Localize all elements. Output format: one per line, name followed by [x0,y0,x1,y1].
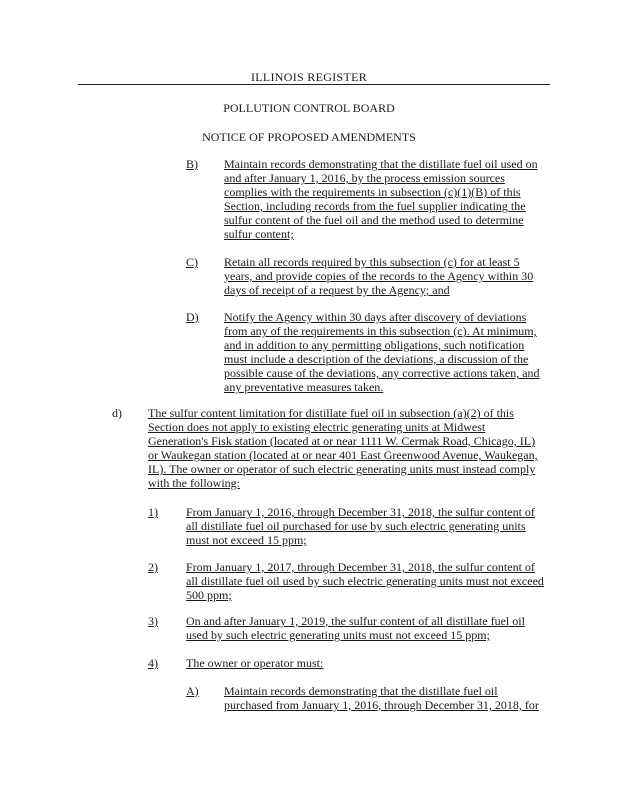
item-c-line: Retain all records required by this subsection (c) for at least 5 [224,255,520,269]
item-d-line: must include a description of the deviations, a discussion of the [224,352,529,366]
notice-title: NOTICE OF PROPOSED AMENDMENTS [202,130,416,144]
item-d-line: from any of the requirements in this subsection (c). At minimum, [224,324,537,338]
item-b-line: sulfur content of the fuel oil and the method used to determine [224,213,524,227]
item-b-line: and after January 1, 2016, by the process emission sources [224,171,505,185]
item-d2-line: From January 1, 2017, through December 31, 2018, the sulfur content of [186,560,535,574]
item-d-line: Notify the Agency within 30 days after discovery of deviations [224,310,527,324]
item-d2-line: all distillate fuel oil used by such electric generating units must not exceed [186,574,544,588]
subsection-d-line: with the following: [148,476,240,490]
item-b-line: Maintain records demonstrating that the distillate fuel oil used on [224,157,538,171]
subsection-d-label: d) [112,406,122,420]
item-d3-line: used by such electric generating units must not exceed 15 ppm; [186,628,490,642]
subsection-d-line: The sulfur content limitation for distillate fuel oil in subsection (a)(2) of this [148,406,514,420]
item-d1-label: 1) [148,505,158,519]
item-b-line: complies with the requirements in subsection (c)(1)(B) of this [224,185,521,199]
item-d4a-label: A) [186,684,199,698]
item-d-text [224,310,540,394]
item-d2-line: 500 ppm; [186,588,232,602]
item-d1-line: must not exceed 15 ppm; [186,533,307,547]
item-b-label: B) [186,157,198,171]
item-d2-text [186,560,544,602]
item-d-label: D) [186,310,199,324]
item-d4a-text [224,684,539,712]
item-d4-label: 4) [148,656,158,670]
subsection-d-line: Generation's Fisk station (located at or near 1111 W. Cermak Road, Chicago, IL) [148,434,536,448]
item-b-line: sulfur content; [224,227,294,241]
item-b-line: Section, including records from the fuel supplier indicating the [224,199,526,213]
item-c-label: C) [186,255,198,269]
item-c-line: years, and provide copies of the records to the Agency within 30 [224,269,534,283]
item-c-line: days of receipt of a request by the Agency; and [224,283,450,297]
subsection-d-text [148,406,538,490]
subsection-d-line: Section does not apply to existing electric generating units at Midwest [148,420,486,434]
item-d4-line: The owner or operator must: [186,656,324,670]
item-d-line: and in addition to any permitting obligations, such notification [224,338,525,352]
item-d4a-line: Maintain records demonstrating that the distillate fuel oil [224,684,498,698]
item-d1-text [186,505,535,547]
item-d4-text [186,656,323,670]
item-d3-label: 3) [148,614,158,628]
item-d3-line: On and after January 1, 2019, the sulfur content of all distillate fuel oil [186,614,525,628]
subsection-d-line: or Waukegan station (located at or near 401 East Greenwood Avenue, Waukegan, [148,448,538,462]
item-d-line: possible cause of the deviations, any corrective actions taken, and [224,366,540,380]
header-rule [78,84,550,85]
item-b-text [224,157,538,241]
board-name: POLLUTION CONTROL BOARD [223,101,395,115]
item-d-line: any preventative measures taken. [224,380,384,394]
subsection-d-line: IL). The owner or operator of such electric generating units must instead comply [148,462,536,476]
register-title: ILLINOIS REGISTER [250,70,368,84]
item-d1-line: From January 1, 2016, through December 31, 2018, the sulfur content of [186,505,535,519]
item-d1-line: all distillate fuel oil purchased for use by such electric generating units [186,519,526,533]
item-d4a-line: purchased from January 1, 2016, through December 31, 2018, for [224,698,539,712]
item-d3-text [186,614,525,642]
item-d2-label: 2) [148,560,158,574]
item-c-text [224,255,533,297]
